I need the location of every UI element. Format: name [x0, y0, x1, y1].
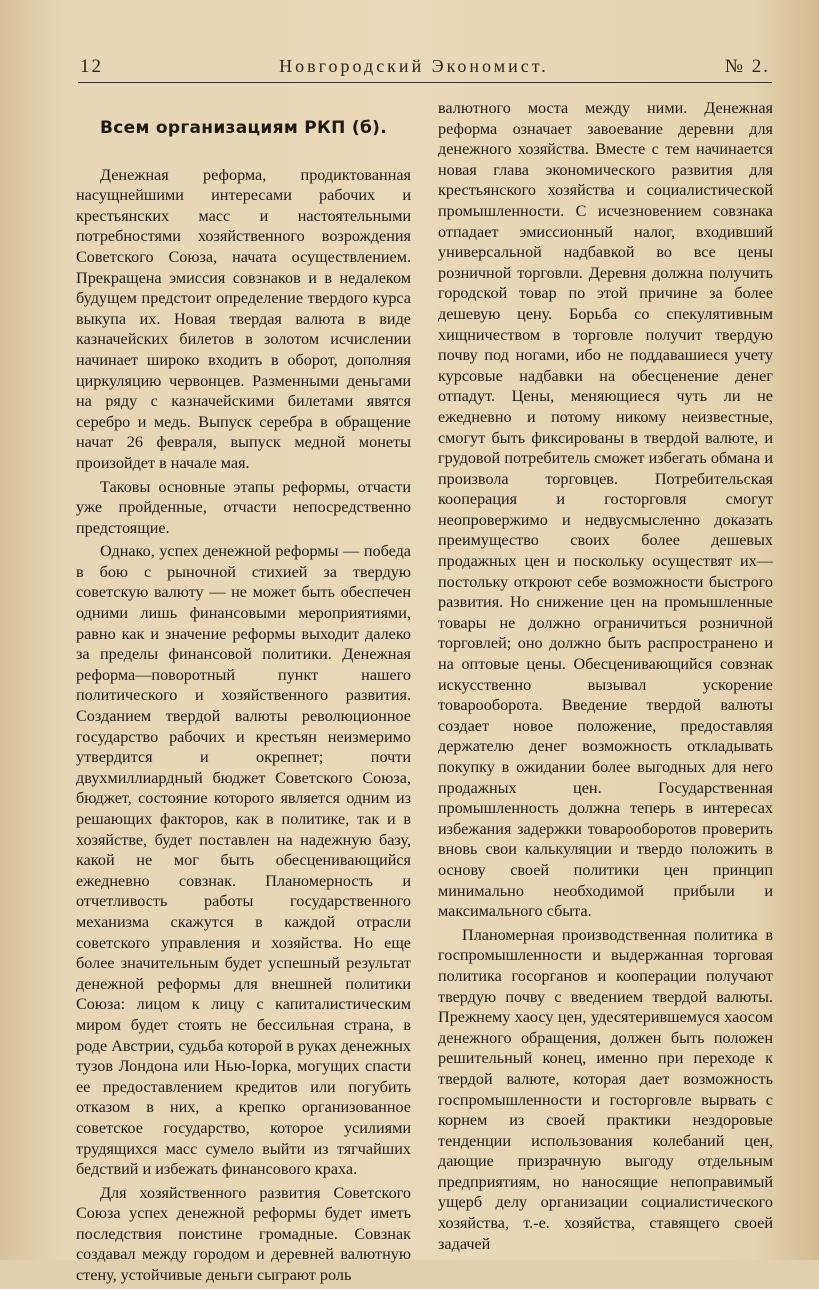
right-column	[438, 98, 773, 1257]
left-column	[76, 96, 411, 1289]
page-number: 12	[80, 56, 103, 77]
issue-number: № 2.	[724, 56, 770, 77]
paragraph: Денежная реформа, продиктованная насущнейшими интересами рабочих и крестьянских масс и настоятельными потребностями хозяйственного возрождения Советского Союза, начата осуществлением. Прекращена эмиссия совзнаков и в недалеком будущем предстоит определение твердого курса выкупа их. Новая твердая валюта в виде казначейских билетов в золотом исчислении начинает широко входить в оборот, дополняя циркуляцию червонцев. Разменными деньгами на ряду с казначейскими билетами явятся серебро и медь. Выпуск серебра в обращение начат 26 февраля, выпуск медной монеты произойдет в начале мая.	[76, 165, 411, 472]
paragraph: валютного моста между ними. Денежная реформа означает завоевание деревни для денежного хозяйства. Вместе с тем начинается новая глава экономического развития для крестьянского хозяйства и социалистической промышленности. С исчезновением совзнака отпадает эмиссионный налог, входивший универсальной надбавкой во все цены розничной торговли. Деревня должна получить городской товар по этой причине за более дешевую цену. Борьба со спекулятивным хищничеством в торговле получит твердую почву под ногами, ибо не поддавашиеся учету курсовые надбавки на обесценение денег отпадут. Цены, меняющиеся чуть ли не ежедневно и потому никому неизвестные, смогут быть фиксированы в твердой валюте, и грудовой потребитель сможет избегать обмана и произвола торговцев. Потребительская кооперация и госторговля смогут неопровержимо и недвусмысленно доказать преимущество своих более дешевых продажных цен и поскольку осуществят их—постольку откроют себе возможности быстрого развития. Но снижение цен на промышленные товары не должно ограничиться розничной торговлей; оно должно быть распространено и на оптовые цены. Обесценивающийся совзнак искусственно вызывал ускорение товарооборота. Введение твердой валюты создает новое положение, предоставляя держателю денег возможность откладывать покупку в ожидании более выгодных для него продажных цен. Государственная промышленность должна теперь в интересах избежания задержки товарооборотов проверить вновь свои калькуляции и твердо положить в основу своей политики цен принцип минимально необходимой прибыли и максимального сбыта.	[438, 99, 773, 921]
paragraph: Для хозяйственного развития Советского Союза успех денежной реформы будет иметь последствия поистине громадные. Совзнак создавал между городом и деревней валютную стену, устойчивые деньги сыграют роль	[76, 1183, 411, 1285]
paragraph: Планомерная производственная политика в госпромышленности и выдержанная торговая политика госорганов и кооперации получают твердую почву с введением твердой валюты. Прежнему хаосу цен, удесятерившемуся хаосом денежного обращения, должен быть положен решительный конец, именно при переходе к твердой валюте, которая дает возможность госпромышленности и госторговле вырвать с корнем из своей практики нездоровые тенденции использования колебаний цен, дающие призрачную выгоду отдельным предприятиям, но наносящие непоправимый ущерб делу организации социалистического хозяйства, т.-е. хозяйства, ставящего своей задачей	[438, 925, 773, 1253]
article-title: Всем организациям РКП (б).	[100, 118, 387, 138]
journal-title: Новгородский Экономист.	[279, 56, 549, 76]
page-header	[80, 56, 770, 82]
paragraph: Таковы основные этапы реформы, отчасти уже пройденные, отчасти непосредственно предстоящие.	[76, 477, 411, 537]
header-rule	[78, 82, 772, 83]
paragraph: Однако, успех денежной реформы — победа в бою с рыночной стихией за твердую советскую валюту — не может быть обеспечен одними лишь финансовыми мероприятиями, равно как и значение реформы выходит далеко за пределы финансовой политики. Денежная реформа—поворотный пункт нашего политического и хозяйственного развития. Созданием твердой валюты революционное государство рабочих и крестьян неизмеримо утвердится и окрепнет; почти двухмиллиардный бюджет Советского Союза, бюджет, состояние которого является одним из решающих факторов, как в политике, так и в хозяйстве, будет поставлен на надежную базу, какой не мог быть обесценивающийся ежедневно совзнак. Планомерность и отчетливость работы государственного механизма скажутся в каждой отрасли советского управления и хозяйства. Но еще более значительным будет успешный результат денежной реформы для внешней политики Союза: лицом к лицу с капиталистическим миром будет стоять не бессильная страна, в роде Австрии, судьба которой в руках денежных тузов Лондона или Нью-Іорка, могущих спасти ее предоставлением кредитов или погубить отказом в них, а крепко организованное советское государство, которое усилиями трудящихся масс сумело выйти из тягчайших бедствий и избежать финансового краха.	[76, 542, 411, 1179]
